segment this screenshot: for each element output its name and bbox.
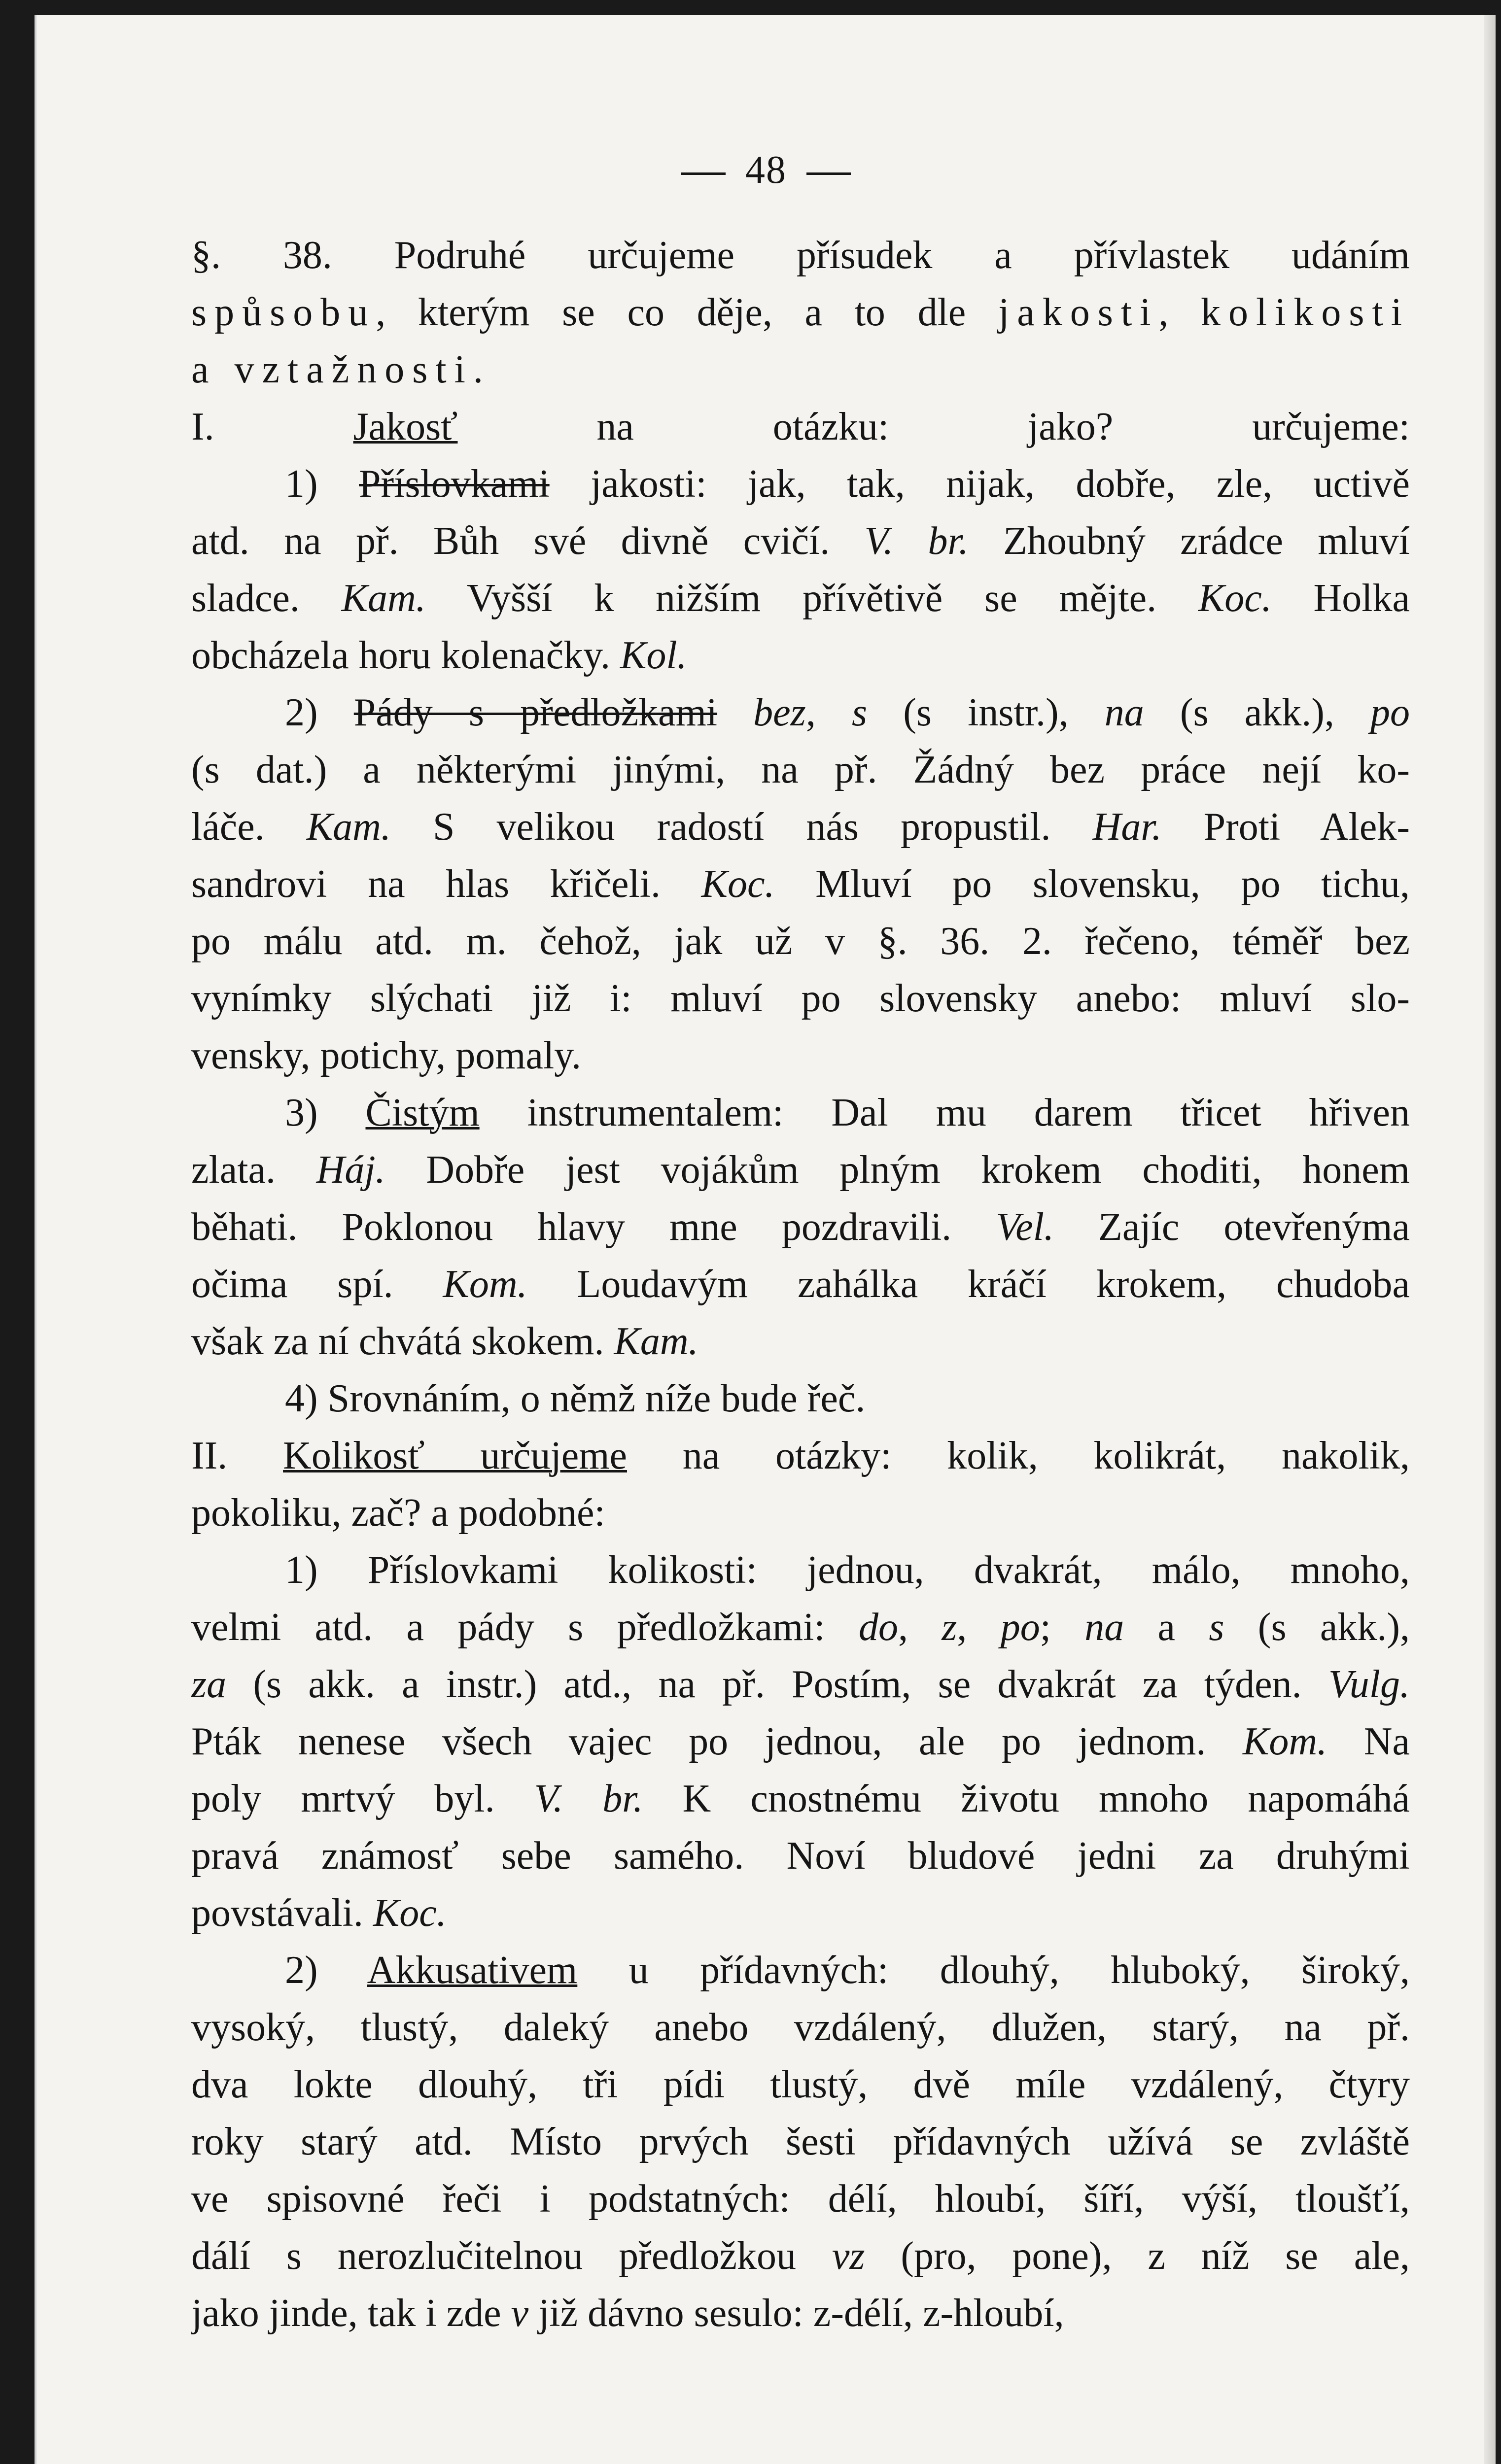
- text-run: jakosti: jak, tak, nijak, dobře, zle, uctivě: [549, 462, 1410, 506]
- text-run: ,: [805, 691, 852, 734]
- text-run: (pro, pone), z níž se ale,: [865, 2234, 1410, 2278]
- text-run: (s akk.),: [1224, 1606, 1410, 1649]
- text-run: běhati. Poklonou hlavy mne pozdravili.: [191, 1205, 996, 1249]
- header-dash-left: [681, 172, 726, 175]
- text-line: [191, 1256, 1410, 1313]
- text-run: (s akk. a instr.) atd., na př. Postím, se dvakrát za týden.: [226, 1663, 1328, 1706]
- source-abbreviation: Kam.: [306, 805, 391, 849]
- text-run: dálí s nerozlučitelnou předložkou: [191, 2234, 832, 2278]
- text-line: [191, 741, 1410, 798]
- text-line: [191, 1999, 1410, 2056]
- text-run: po málu atd. m. čehož, jak už v §. 36. 2. řečeno, téměř bez: [191, 920, 1410, 963]
- text-line: [191, 227, 1410, 284]
- source-abbreviation: s: [1209, 1606, 1224, 1649]
- text-run: 2): [285, 691, 354, 734]
- header-dash-right: [806, 172, 851, 175]
- source-abbreviation: Koc.: [373, 1891, 447, 1935]
- source-abbreviation: po: [1370, 691, 1410, 734]
- text-run: 1) Příslovkami kolikosti: jednou, dvakrát, málo, mnoho,: [285, 1548, 1410, 1592]
- text-run: Dobře jest vojákům plným krokem choditi, honem: [385, 1148, 1410, 1192]
- text-run: Proti Alek-: [1161, 805, 1410, 849]
- text-run: Loudavým zahálka kráčí krokem, chudoba: [527, 1263, 1410, 1306]
- text-run: Holka: [1271, 577, 1410, 620]
- text-run: instrumentalem: Dal mu darem třicet hřiven: [479, 1091, 1410, 1134]
- text-run: ,: [898, 1606, 942, 1649]
- text-run: již dávno sesulo: z-délí, z-hloubí,: [528, 2292, 1064, 2335]
- text-line: [191, 2113, 1410, 2170]
- spaced-emphasis: kolikosti: [1200, 291, 1410, 334]
- underlined-term: Akkusativem: [367, 1949, 578, 1992]
- struck-term: Pády s předložkami: [353, 691, 718, 734]
- spaced-emphasis: spůsobu: [191, 291, 376, 334]
- text-run: K cnostnému životu mnoho napomáhá: [643, 1777, 1410, 1820]
- text-line: [191, 913, 1410, 970]
- source-abbreviation: Koc.: [1198, 577, 1272, 620]
- text-line: [191, 970, 1410, 1027]
- text-run: na otázku: jako? určujeme:: [457, 405, 1410, 448]
- text-line: [191, 1370, 1410, 1427]
- source-abbreviation: Har.: [1092, 805, 1162, 849]
- text-run: dva lokte dlouhý, tři pídi tlustý, dvě míle vzdálený, čtyry: [191, 2063, 1410, 2106]
- source-abbreviation: vz: [832, 2234, 865, 2278]
- text-run: (s dat.) a některými jinými, na př. Žádný bez práce nejí ko-: [191, 748, 1410, 791]
- underlined-term: Kolikosť určujeme: [283, 1434, 627, 1477]
- text-line: [191, 398, 1410, 455]
- text-line: [191, 1084, 1410, 1141]
- source-abbreviation: po: [1000, 1606, 1040, 1649]
- text-line: [191, 1198, 1410, 1256]
- source-abbreviation: na: [1104, 691, 1144, 734]
- text-line: [191, 341, 1410, 398]
- text-run: pokoliku, zač? a podobné:: [191, 1491, 605, 1535]
- struck-term: Příslovkami: [359, 462, 550, 506]
- source-abbreviation: Kom.: [443, 1263, 527, 1306]
- text-line: [191, 798, 1410, 856]
- text-line: [191, 2056, 1410, 2113]
- text-run: Zhoubný zrádce mluví: [968, 519, 1410, 563]
- source-abbreviation: bez: [753, 691, 806, 734]
- text-line: [191, 513, 1410, 570]
- text-line: [191, 1541, 1410, 1599]
- page-header: [36, 148, 1496, 193]
- source-abbreviation: v: [511, 2292, 529, 2335]
- text-line: [191, 856, 1410, 913]
- source-abbreviation: V. br.: [864, 519, 969, 563]
- text-line: [191, 1770, 1410, 1827]
- text-line: [191, 1599, 1410, 1656]
- text-run: jako jinde, tak i zde: [191, 2292, 511, 2335]
- text-run: §. 38. Podruhé určujeme přísudek a přívlastek udáním: [191, 234, 1410, 277]
- text-run: sladce.: [191, 577, 342, 620]
- text-line: [191, 1884, 1410, 1942]
- page-number: 48: [745, 148, 787, 192]
- source-abbreviation: za: [191, 1663, 227, 1706]
- text-line: [191, 284, 1410, 341]
- text-run: sandrovi na hlas křičeli.: [191, 862, 701, 906]
- source-abbreviation: Vulg.: [1328, 1663, 1410, 1706]
- text-run: , kterým se co děje, a to dle: [376, 291, 998, 334]
- book-page: [35, 15, 1496, 2464]
- text-run: Na: [1327, 1720, 1410, 1763]
- text-run: pravá známosť sebe samého. Noví bludové jedni za druhými: [191, 1834, 1410, 1878]
- text-run: 4) Srovnáním, o němž níže bude řeč.: [285, 1377, 866, 1420]
- text-run: 2): [285, 1949, 367, 1992]
- text-line: [191, 1827, 1410, 1884]
- text-run: velmi atd. a pády s předložkami:: [191, 1606, 859, 1649]
- source-abbreviation: s: [851, 691, 868, 734]
- text-run: 1): [285, 462, 359, 506]
- underlined-term: Jakosť: [353, 405, 458, 448]
- text-run: ,: [1158, 291, 1201, 334]
- text-run: I.: [191, 405, 353, 448]
- body-text: [191, 227, 1410, 2342]
- source-abbreviation: Vel.: [996, 1205, 1054, 1249]
- source-abbreviation: Koc.: [701, 862, 775, 906]
- text-run: Pták nenese všech vajec po jednou, ale po jednom.: [191, 1720, 1243, 1763]
- text-run: na otázky: kolik, kolikrát, nakolik,: [627, 1434, 1410, 1477]
- source-abbreviation: Kol.: [620, 634, 687, 677]
- text-run: Vyšší k nižším přívětivě se mějte.: [425, 577, 1198, 620]
- text-line: [191, 1713, 1410, 1770]
- text-run: [717, 691, 753, 734]
- text-run: Zajíc otevřenýma: [1053, 1205, 1410, 1249]
- source-abbreviation: Kom.: [1243, 1720, 1327, 1763]
- source-abbreviation: do: [858, 1606, 898, 1649]
- spaced-emphasis: a vztažnosti: [191, 348, 473, 391]
- text-run: vensky, potichy, pomaly.: [191, 1034, 581, 1077]
- text-run: vysoký, tlustý, daleký anebo vzdálený, dlužen, starý, na př.: [191, 2006, 1410, 2049]
- text-run: Mluví po slovensku, po tichu,: [774, 862, 1410, 906]
- text-run: poly mrtvý byl.: [191, 1777, 534, 1820]
- text-run: (s akk.),: [1144, 691, 1371, 734]
- underlined-term: Čistým: [365, 1091, 480, 1134]
- text-line: [191, 684, 1410, 741]
- text-run: a: [1124, 1606, 1209, 1649]
- page-edge: [1484, 15, 1496, 2464]
- source-abbreviation: z: [942, 1606, 957, 1649]
- text-line: [191, 1656, 1410, 1713]
- source-abbreviation: Kam.: [341, 577, 426, 620]
- text-run: obcházela horu kolenačky.: [191, 634, 620, 677]
- text-run: ;: [1040, 1606, 1085, 1649]
- text-run: atd. na př. Bůh své divně cvičí.: [191, 519, 865, 563]
- text-run: zlata.: [191, 1148, 316, 1192]
- text-line: [191, 2285, 1410, 2342]
- text-run: (s instr.),: [867, 691, 1105, 734]
- text-line: [191, 2170, 1410, 2227]
- text-line: [191, 1141, 1410, 1198]
- text-run: ,: [957, 1606, 1001, 1649]
- text-line: [191, 1027, 1410, 1084]
- text-line: [191, 1484, 1410, 1541]
- text-line: [191, 1427, 1410, 1484]
- text-line: [191, 455, 1410, 513]
- text-run: u přídavných: dlouhý, hluboký, široký,: [577, 1949, 1410, 1992]
- source-abbreviation: na: [1084, 1606, 1124, 1649]
- text-run: roky starý atd. Místo prvých šesti přídavných užívá se zvláště: [191, 2120, 1410, 2163]
- text-line: [191, 1942, 1410, 1999]
- text-run: .: [473, 348, 483, 391]
- text-run: povstávali.: [191, 1891, 373, 1935]
- spaced-emphasis: jakosti: [998, 291, 1159, 334]
- text-run: S velikou radostí nás propustil.: [390, 805, 1093, 849]
- text-line: [191, 627, 1410, 684]
- source-abbreviation: Háj.: [316, 1148, 385, 1192]
- text-run: 3): [285, 1091, 366, 1134]
- text-run: láče.: [191, 805, 307, 849]
- text-run: ve spisovné řeči i podstatných: délí, hloubí, šíří, výší, tloušťí,: [191, 2177, 1410, 2221]
- text-run: vynímky slýchati již i: mluví po slovensky anebo: mluví slo-: [191, 977, 1410, 1020]
- source-abbreviation: V. br.: [534, 1777, 643, 1820]
- text-run: očima spí.: [191, 1263, 443, 1306]
- text-line: [191, 1313, 1410, 1370]
- text-run: II.: [191, 1434, 283, 1477]
- text-line: [191, 2227, 1410, 2285]
- source-abbreviation: Kam.: [614, 1320, 698, 1363]
- text-line: [191, 570, 1410, 627]
- text-run: však za ní chvátá skokem.: [191, 1320, 614, 1363]
